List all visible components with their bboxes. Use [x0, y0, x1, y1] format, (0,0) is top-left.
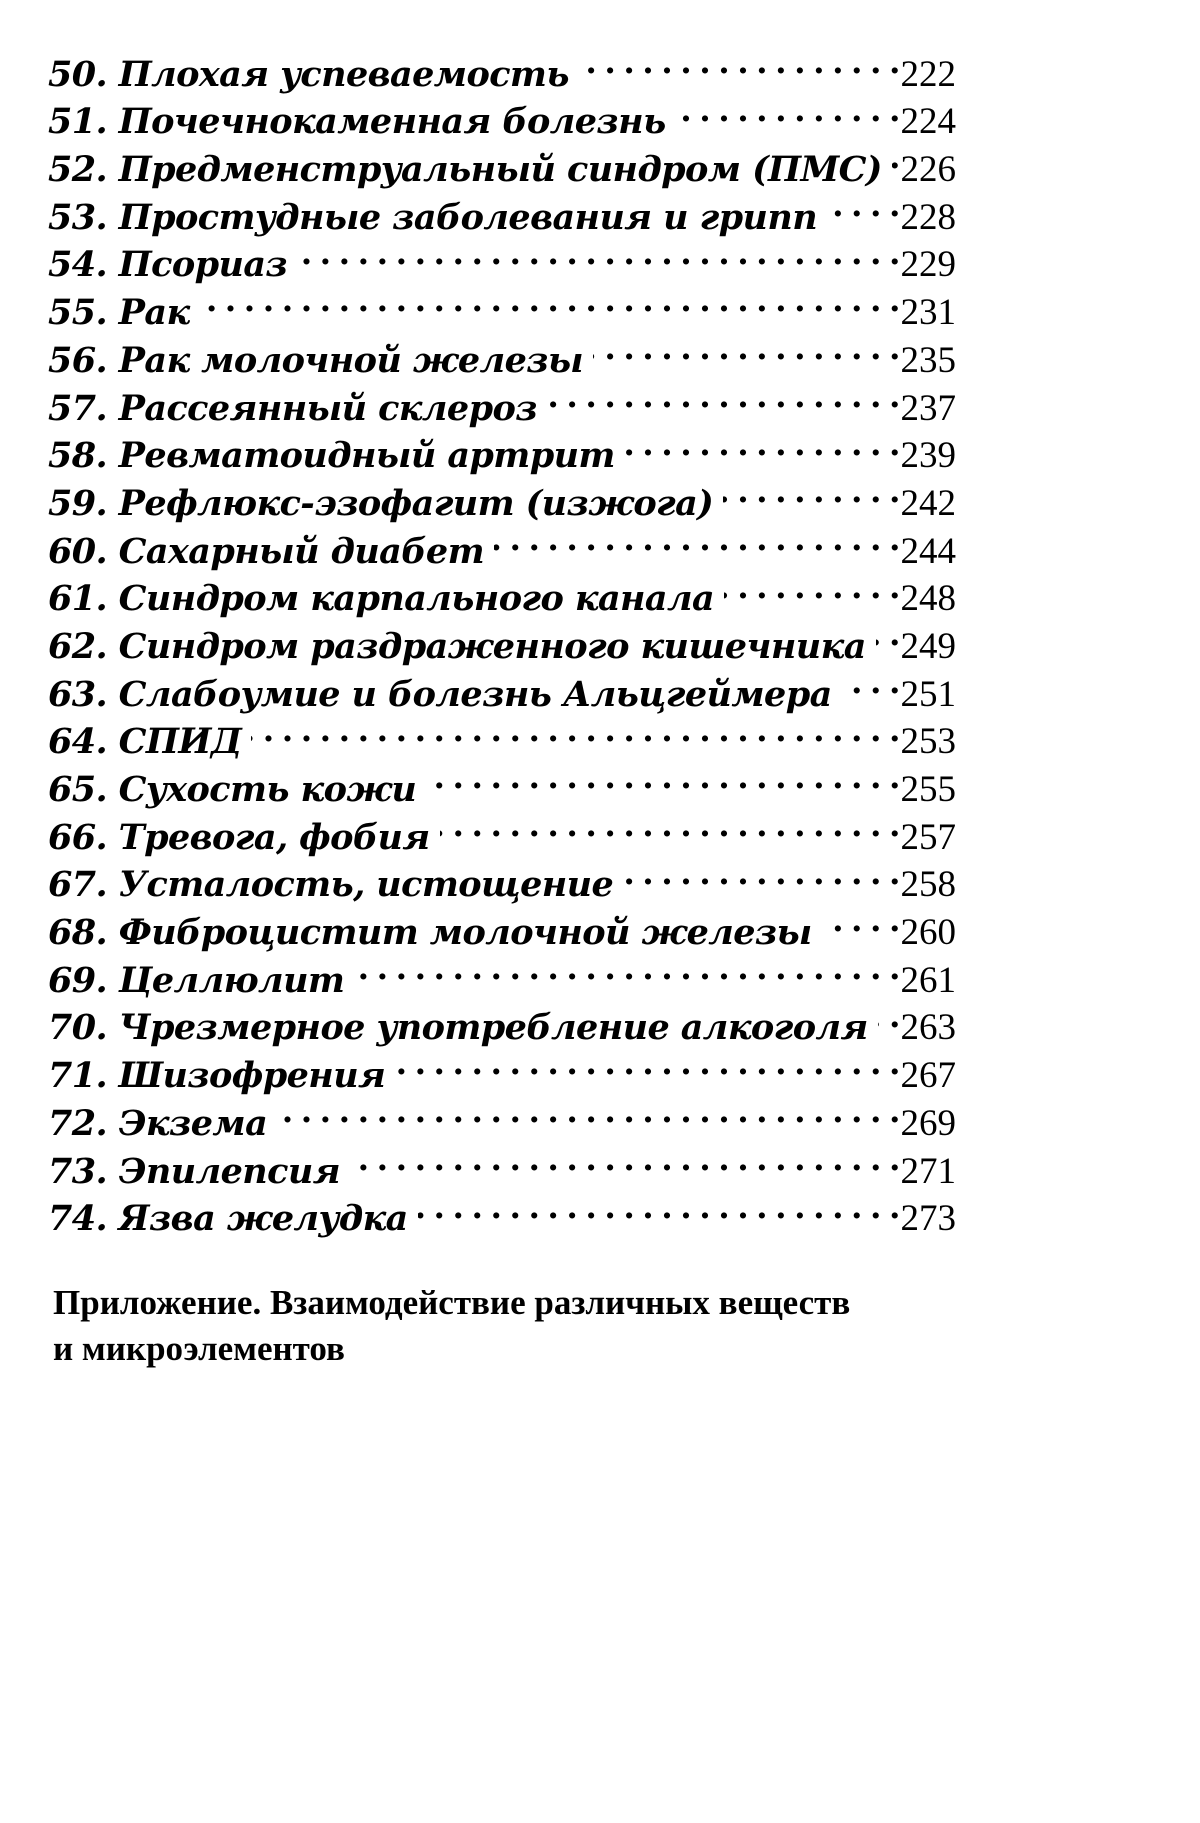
appendix-heading-line: Приложение. Взаимодействие различных веществ — [53, 1283, 851, 1322]
toc-entry-title: 53. Простудные заболевания и грипп — [48, 196, 818, 238]
toc-dot-leader — [623, 849, 898, 897]
toc-entry-page: 271 — [900, 1150, 956, 1192]
toc-entry-title: 73. Эпилепсия — [48, 1150, 340, 1192]
toc-entry-title: 74. Язва желудка — [48, 1198, 408, 1240]
appendix-heading[interactable] — [53, 1280, 1053, 1372]
toc-entry-page: 226 — [900, 149, 956, 191]
toc-entry-title: 69. Целлюлит — [48, 959, 345, 1001]
toc-dot-leader — [440, 801, 899, 849]
toc-entry-page: 260 — [900, 912, 956, 954]
toc-dot-leader — [418, 1183, 899, 1231]
toc-entry-title: 64. СПИД — [48, 721, 242, 763]
toc-entry-title: 65. Сухость кожи — [48, 769, 417, 810]
toc-dot-leader — [494, 515, 898, 563]
toc-dot-leader — [892, 133, 899, 181]
toc-dot-leader — [724, 563, 898, 611]
toc-entry-title: 60. Сахарный диабет — [48, 530, 485, 572]
toc-dot-leader — [625, 420, 899, 468]
toc-dot-leader — [878, 992, 899, 1040]
toc-entry-title: 67. Усталость, истощение — [48, 864, 614, 906]
toc-entry-title: 58. Ревматоидный артрит — [48, 435, 615, 477]
toc-entry-page: 237 — [900, 387, 956, 429]
toc-entry-page: 263 — [900, 1007, 956, 1049]
toc-entry-title: 71. Шизофрения — [48, 1055, 386, 1097]
toc-entry-page: 242 — [900, 482, 956, 524]
toc-dot-leader — [593, 324, 898, 372]
toc-entry-page: 253 — [900, 721, 956, 763]
toc-dot-leader — [842, 658, 899, 706]
toc-entry-title: 55. Рак — [48, 292, 190, 334]
toc-entry-title: 56. Рак молочной железы — [48, 339, 584, 381]
toc-entry-title: 72. Экзема — [48, 1102, 268, 1144]
toc-entry-page: 231 — [900, 292, 956, 334]
toc-dot-leader — [876, 610, 899, 658]
toc-dot-leader — [395, 1039, 898, 1087]
toc-dot-leader — [676, 86, 899, 134]
appendix-heading-line: и микроэлементов — [53, 1329, 345, 1368]
toc-entry-page: 273 — [900, 1198, 956, 1240]
toc-dot-leader — [822, 896, 899, 944]
toc-entry-title: 54. Псориаз — [48, 244, 288, 286]
toc-entry-page: 257 — [900, 816, 956, 858]
toc-dot-leader — [251, 706, 898, 754]
toc-entry-page: 261 — [900, 959, 956, 1001]
toc-dot-leader — [354, 944, 898, 992]
toc-entry-page: 267 — [900, 1055, 956, 1097]
toc-dot-leader — [723, 467, 898, 515]
toc-dot-leader — [547, 372, 899, 420]
toc-entry[interactable] — [48, 38, 956, 95]
toc-entry-title: 51. Почечнокаменная болезнь — [48, 101, 666, 143]
toc-entry-page: 239 — [900, 435, 956, 477]
toc-entry-page: 248 — [900, 578, 956, 620]
toc-entry-page: 228 — [900, 196, 956, 238]
toc-entry-page: 269 — [900, 1102, 956, 1144]
toc-entry-title: 66. Тревога, фобия — [48, 816, 430, 858]
toc-entry-title: 57. Рассеянный склероз — [48, 387, 537, 429]
toc-entry-page: 222 — [900, 53, 956, 95]
toc-dot-leader — [827, 181, 898, 229]
toc-entry-title: 62. Синдром раздраженного кишечника — [48, 625, 866, 667]
toc-dot-leader — [200, 276, 899, 324]
toc-dot-leader — [579, 38, 899, 86]
toc-entry-page: 251 — [900, 673, 956, 715]
toc-entry-title: 61. Синдром карпального канала — [48, 578, 715, 620]
toc-entry-title: 63. Слабоумие и болезнь Альцгеймера — [48, 673, 832, 715]
toc-entry-page: 235 — [900, 339, 956, 381]
toc-entry-page: 249 — [900, 625, 956, 667]
toc-dot-leader — [426, 753, 898, 801]
toc-entry-page: 224 — [900, 101, 956, 143]
toc-entry-title: 70. Чрезмерное употребление алкоголя — [48, 1007, 868, 1049]
toc-dot-leader — [350, 1135, 899, 1183]
toc-entry-page: 244 — [900, 530, 956, 572]
toc-entry-page: 255 — [900, 769, 956, 810]
toc-entry-page: 258 — [900, 864, 956, 906]
toc-entry-title: 59. Рефлюкс-эзофагит (изжога) — [48, 482, 714, 524]
toc-entry-title: 68. Фиброцистит молочной железы — [48, 912, 812, 954]
table-of-contents — [48, 38, 956, 1240]
toc-entry-page: 229 — [900, 244, 956, 286]
toc-entry-title: 52. Предменструальный синдром (ПМС) — [48, 149, 882, 191]
toc-dot-leader — [277, 1087, 898, 1135]
toc-dot-leader — [297, 229, 898, 277]
toc-entry-title: 50. Плохая успеваемость — [48, 53, 569, 95]
